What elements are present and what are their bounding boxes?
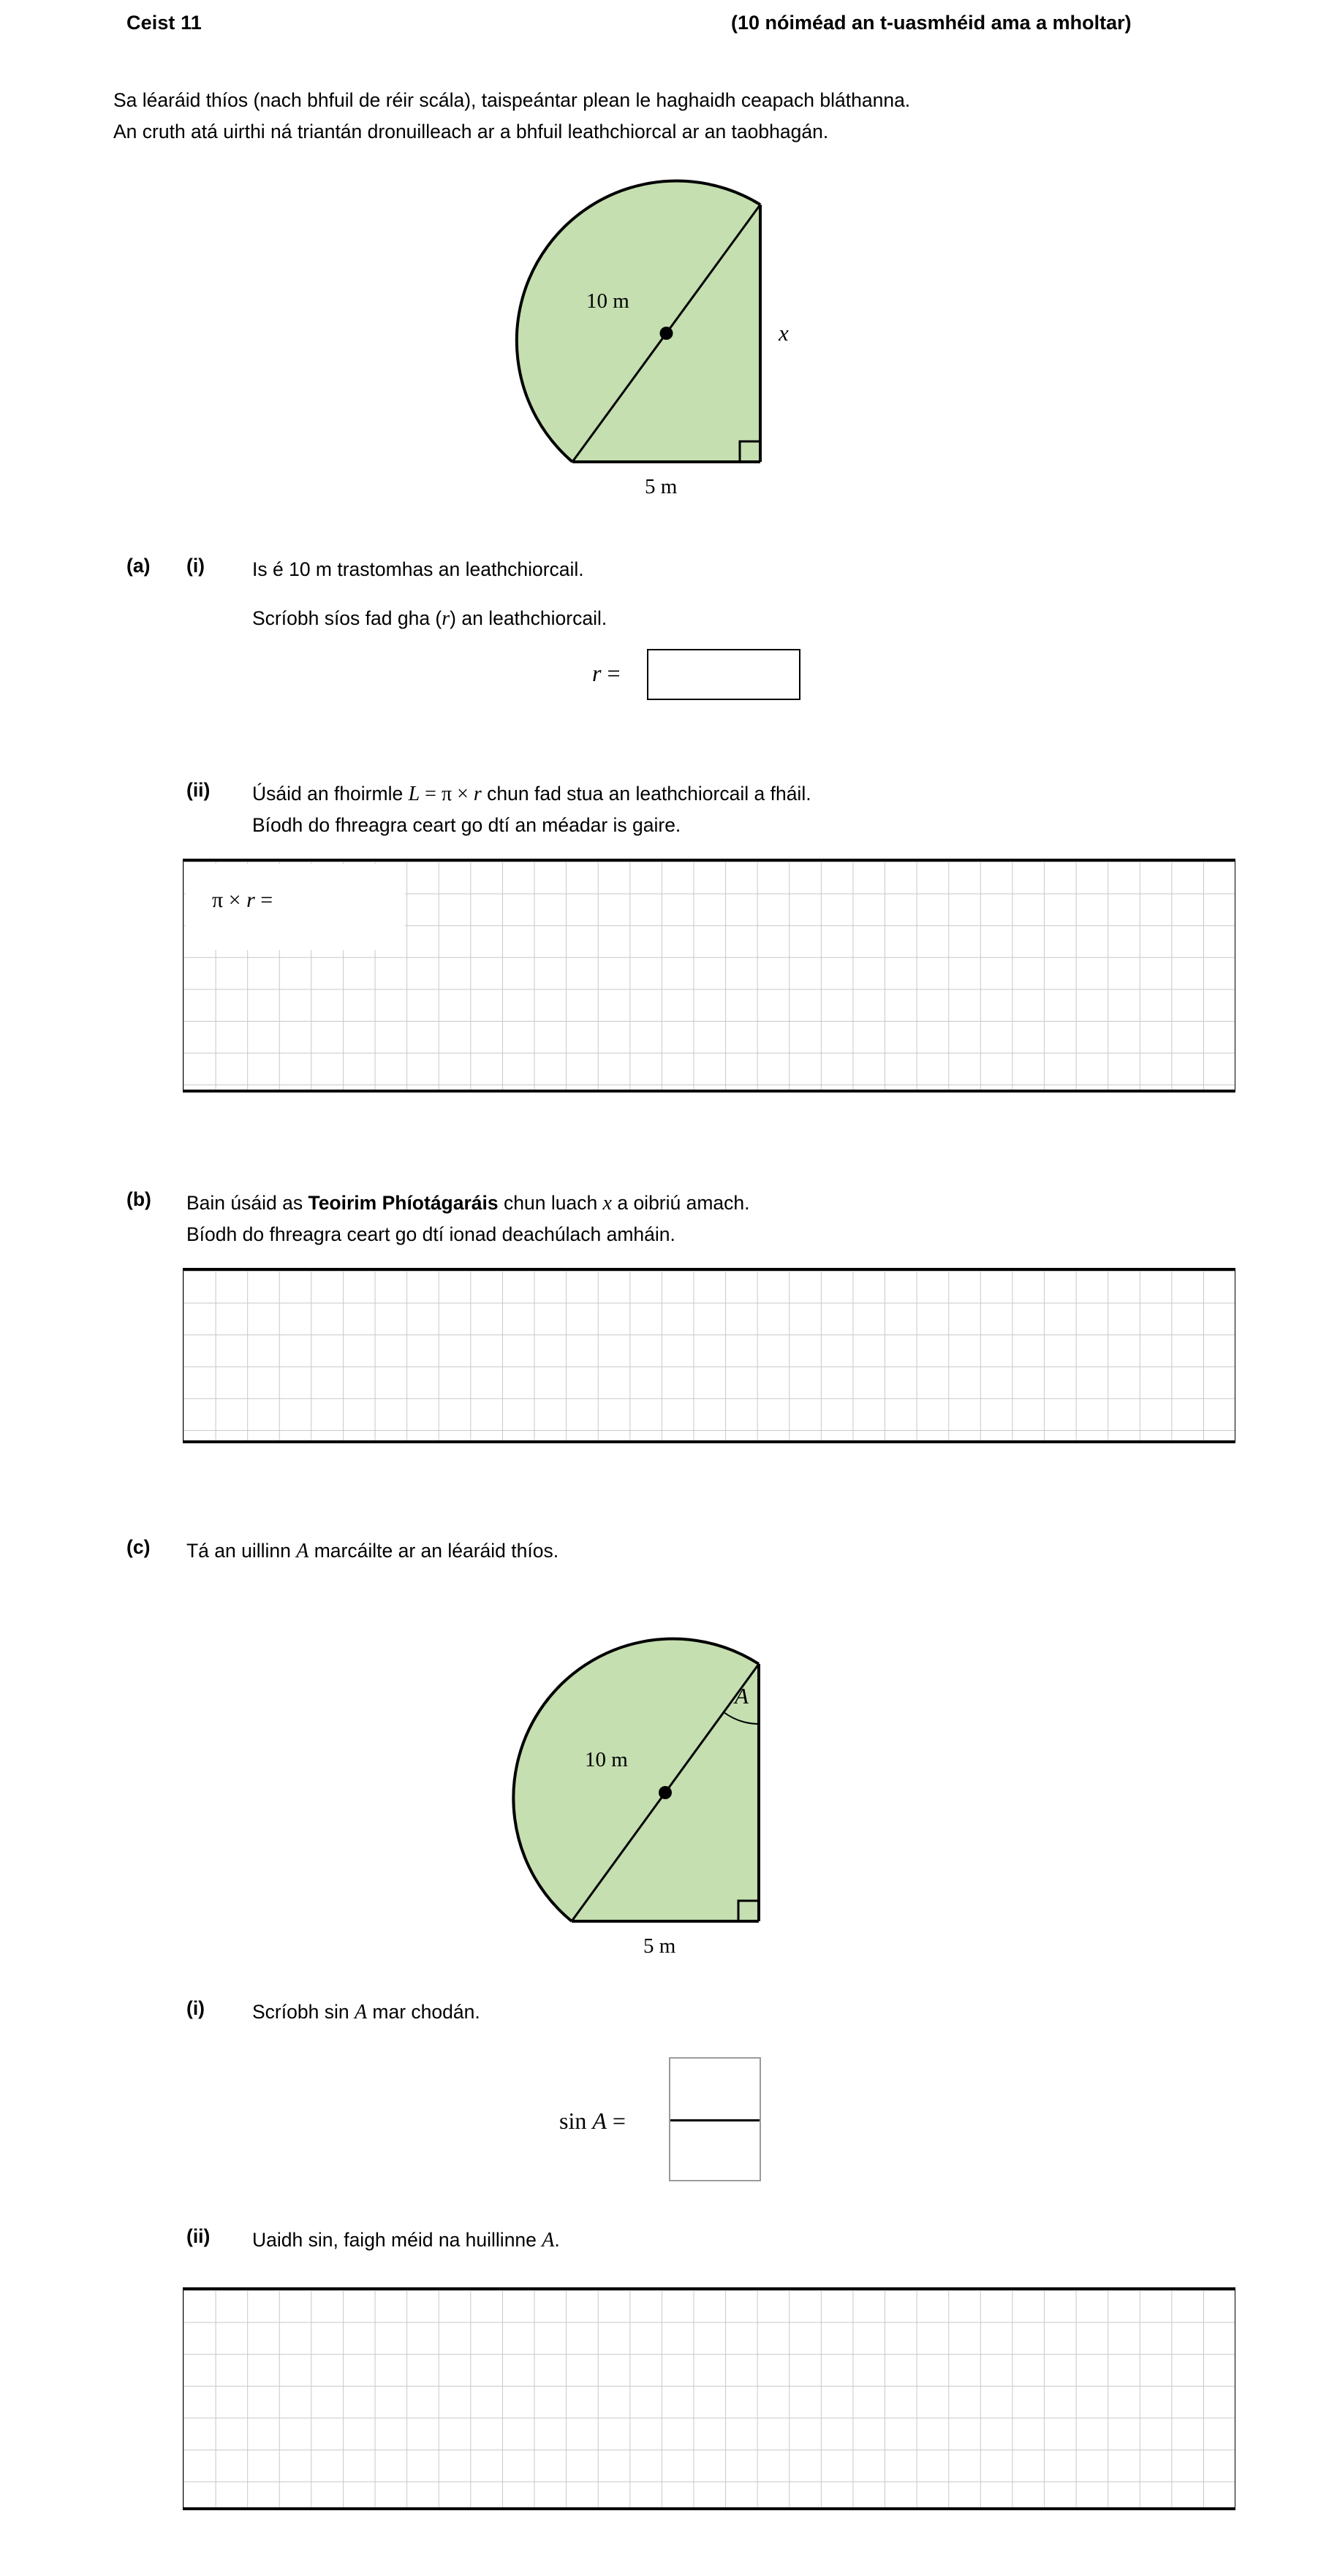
part-a-ii-line-1: Úsáid an fhoirmle L = π × r chun fad stua an leathchiorcail a fháil.: [252, 783, 811, 805]
part-a-ii-label: (ii): [186, 779, 211, 801]
angle-a-symbol: A: [296, 1540, 309, 1562]
flower-bed-svg: [439, 168, 819, 519]
sin-a-numerator-cell[interactable]: [670, 2059, 760, 2119]
part-c-i-label: (i): [186, 1997, 205, 2019]
part-c-ii-text: Uaidh sin, faigh méid na huillinne A.: [252, 2229, 560, 2252]
sin-a-answer-prefix: sin A =: [559, 2108, 626, 2134]
flower-bed-diagram: [439, 168, 819, 519]
part-b-line-2: Bíodh do fhreagra ceart go dtí ionad deachúlach amháin.: [186, 1223, 675, 1245]
part-a-i-label: (i): [186, 555, 205, 577]
height-label: x: [779, 320, 789, 346]
pythagoras-term: Teoirim Phíotágaráis: [308, 1192, 499, 1214]
part-a-ii-line-2: Bíodh do fhreagra ceart go dtí an méadar is gaire.: [252, 814, 681, 836]
diameter-label: 10 m: [586, 289, 629, 313]
angle-label: A: [735, 1683, 749, 1709]
intro-line-1: Sa léaráid thíos (nach bhfuil de réir scála), taispeántar plean le haghaidh ceapach bláthanna.: [113, 89, 911, 111]
angle-a-symbol: A: [354, 2001, 368, 2024]
part-a-label: (a): [126, 555, 151, 577]
part-c-ii-label: (ii): [186, 2225, 211, 2247]
base-label: 5 m: [645, 475, 678, 498]
centre-dot: [659, 1786, 672, 1799]
question-label: Ceist 11: [126, 12, 202, 34]
intro-line-2: An cruth atá uirthi ná triantán dronuilleach ar a bhfuil leathchiorcal ar an taobhagán.: [113, 121, 829, 143]
part-b-label: (b): [126, 1188, 151, 1210]
base-label: 5 m: [643, 1934, 676, 1958]
sin-a-denominator-cell[interactable]: [670, 2121, 760, 2180]
diameter-label: 10 m: [585, 1748, 628, 1771]
radius-answer-prefix: r =: [592, 660, 621, 686]
radius-symbol: r: [442, 607, 450, 630]
radius-answer-box[interactable]: [647, 649, 800, 700]
part-a-i-line-2: Scríobh síos fad gha (r) an leathchiorcail.: [252, 607, 607, 630]
part-a-i-line-1: Is é 10 m trastomhas an leathchiorcail.: [252, 558, 584, 580]
part-b-line-1: Bain úsáid as Teoirim Phíotágaráis chun luach x a oibriú amach.: [186, 1192, 750, 1215]
centre-dot: [660, 327, 673, 340]
marks-note: (10 nóiméad an t-uasmhéid ama a mholtar): [731, 12, 1132, 34]
angle-a-symbol: A: [542, 2229, 555, 2252]
part-c-i-text: Scríobh sin A mar chodán.: [252, 2001, 480, 2024]
work-area-b[interactable]: [183, 1268, 1235, 1443]
work-area-c-ii[interactable]: [183, 2287, 1235, 2510]
flower-bed-diagram-angle: [475, 1586, 855, 1958]
sin-a-fraction-box: [669, 2057, 761, 2181]
arc-formula: L = π × r: [408, 783, 482, 805]
x-symbol: x: [602, 1192, 612, 1215]
flower-bed-angle-svg: [475, 1586, 855, 1951]
work-area-a-ii-prefix: π × r =: [212, 888, 273, 912]
part-c-label: (c): [126, 1536, 151, 1558]
part-c-line-1: Tá an uillinn A marcáilte ar an léaráid thíos.: [186, 1540, 559, 1562]
